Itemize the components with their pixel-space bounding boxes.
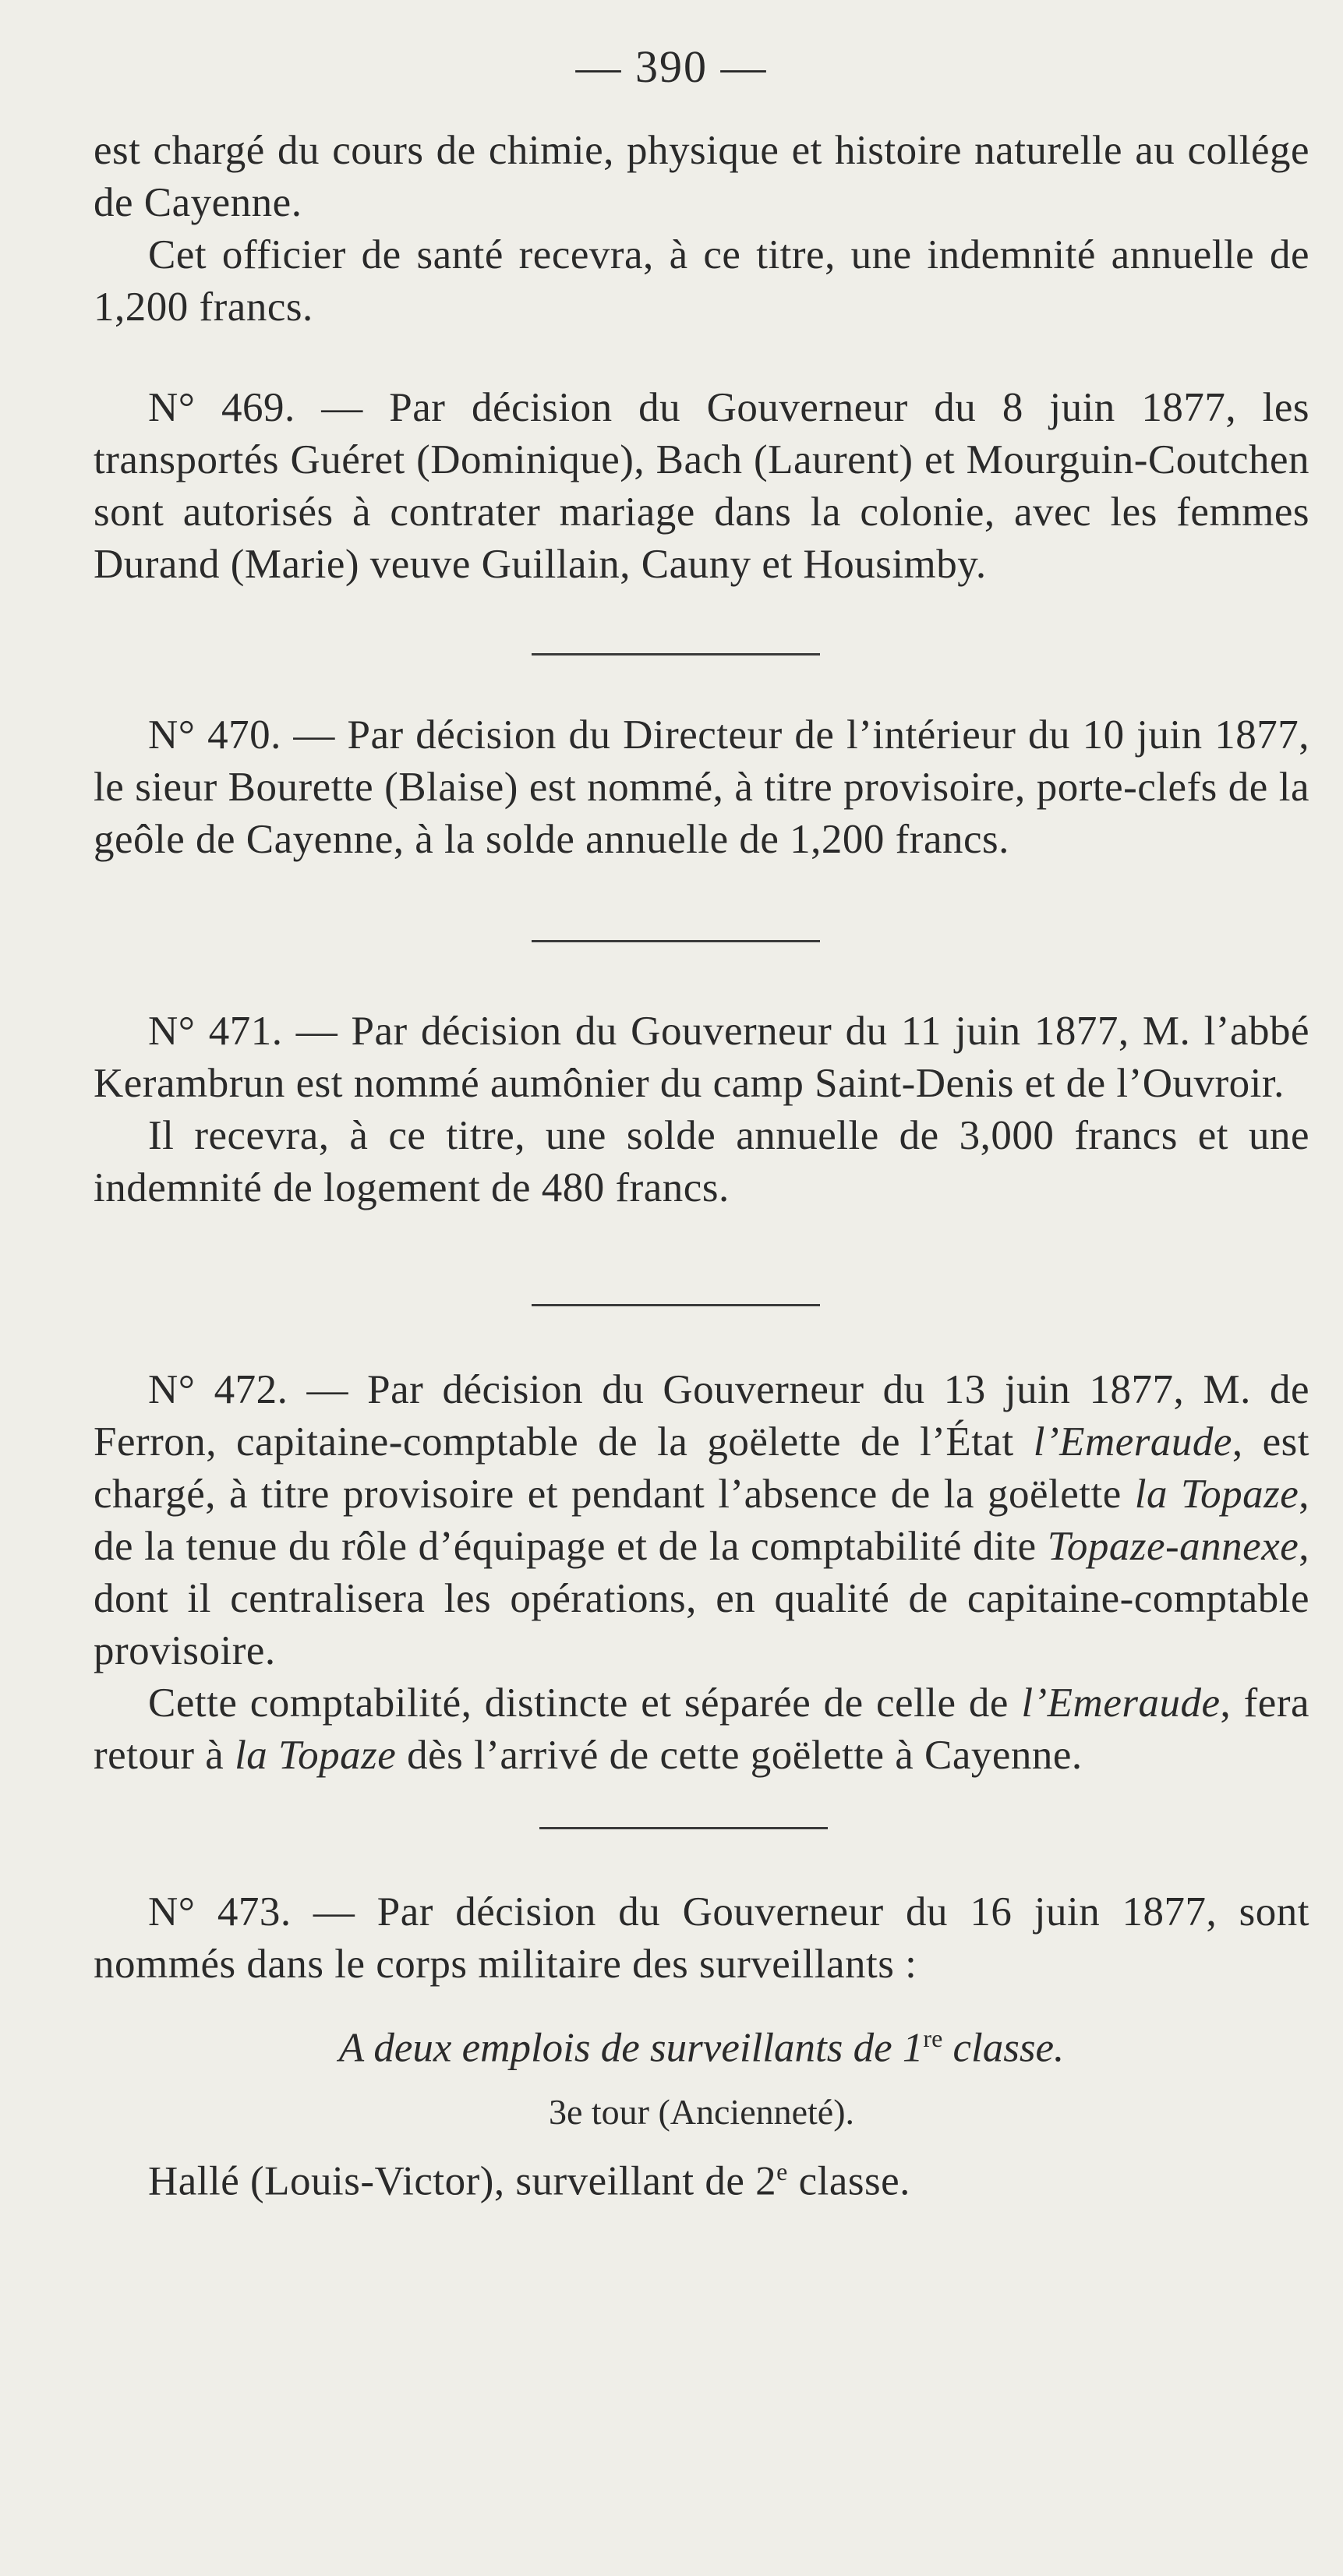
text-run: , dont il centralisera les opérations, en qualité de capitaine-comptable provisoire. bbox=[94, 1524, 1309, 1673]
heading-superscript: re bbox=[923, 2024, 943, 2052]
italic-ship-name: l’Emeraude bbox=[1021, 1680, 1221, 1726]
italic-ship-name: la Topaze bbox=[235, 1733, 397, 1778]
section-divider bbox=[532, 653, 820, 655]
italic-ship-name: la Topaze bbox=[1134, 1472, 1299, 1517]
decision-471-paragraph-1: N° 471. — Par décision du Gouverneur du 11 juin 1877, M. l’abbé Kerambrun est nommé aumônier du camp Saint-Denis et de l’Ouvroir. bbox=[94, 1009, 1309, 1106]
continuation-paragraph-1: est chargé du cours de chimie, physique et histoire naturelle au collége de Cayenne. bbox=[94, 128, 1309, 225]
decision-470-text: N° 470. — Par décision du Directeur de l’intérieur du 10 juin 1877, le sieur Bourette (Blaise) est nommé, à titre provisoire, porte-clefs de la geôle de Cayenne, à la solde annuelle de 1,200 francs. bbox=[94, 712, 1309, 862]
heading-text: classe. bbox=[942, 2025, 1065, 2071]
decision-469 bbox=[94, 382, 1309, 591]
decision-473 bbox=[94, 1886, 1309, 2207]
decision-473-tour: 3e tour (Ancienneté). bbox=[548, 2091, 855, 2132]
text-run: , fera retour à bbox=[94, 1680, 1309, 1778]
text-run: Hallé (Louis-Victor), surveillant de 2 bbox=[148, 2158, 777, 2204]
decision-470 bbox=[94, 709, 1309, 866]
decision-471 bbox=[94, 1005, 1309, 1214]
decision-472 bbox=[94, 1364, 1309, 1782]
section-divider bbox=[539, 1827, 828, 1829]
section-divider bbox=[532, 1304, 820, 1306]
italic-ship-name: l’Emeraude bbox=[1033, 1419, 1232, 1465]
text-run: N° 472. — Par décision du Gouverneur du 13 juin 1877, M. de Ferron, capitaine-comptable de la goëlette de l’État bbox=[94, 1367, 1309, 1465]
decision-473-text: N° 473. — Par décision du Gouverneur du 16 juin 1877, sont nommés dans le corps militaire des surveillants : bbox=[94, 1889, 1309, 1987]
text-run: Cette comptabilité, distincte et séparée de celle de bbox=[148, 1680, 1022, 1726]
page-number: — 390 — bbox=[575, 41, 768, 92]
decision-471-paragraph-2: Il recevra, à ce titre, une solde annuelle de 3,000 francs et une indemnité de logement de 480 francs. bbox=[94, 1113, 1309, 1210]
decision-472-paragraph-1 bbox=[94, 1364, 1309, 1677]
text-run: dès l’arrivé de cette goëlette à Cayenne. bbox=[396, 1733, 1083, 1778]
decision-472-paragraph-2 bbox=[94, 1677, 1309, 1782]
text-run: classe. bbox=[787, 2158, 910, 2204]
name-superscript: e bbox=[776, 2157, 788, 2186]
decision-473-name bbox=[94, 2146, 1309, 2208]
text-run: , est chargé, à titre provisoire et pendant l’absence de la goëlette bbox=[94, 1419, 1310, 1517]
section-divider bbox=[532, 940, 820, 942]
continuation-paragraph-2: Cet officier de santé recevra, à ce titre, une indemnité annuelle de 1,200 francs. bbox=[94, 232, 1309, 330]
continuation-section bbox=[94, 125, 1309, 334]
text-run: , de la tenue du rôle d’équipage et de la comptabilité dite bbox=[94, 1472, 1309, 1569]
heading-text: A deux emplois de surveillants de 1 bbox=[338, 2025, 924, 2071]
decision-473-heading bbox=[94, 2012, 1309, 2075]
decision-469-text: N° 469. — Par décision du Gouverneur du 8 juin 1877, les transportés Guéret (Dominique), Bach (Laurent) et Mourguin-Coutchen sont autorisés à contrater mariage dans la colonie, avec les femmes Durand (Marie) veuve Guillain, Cauny et Housimby. bbox=[94, 385, 1309, 587]
italic-term: Topaze-annexe bbox=[1047, 1524, 1299, 1569]
